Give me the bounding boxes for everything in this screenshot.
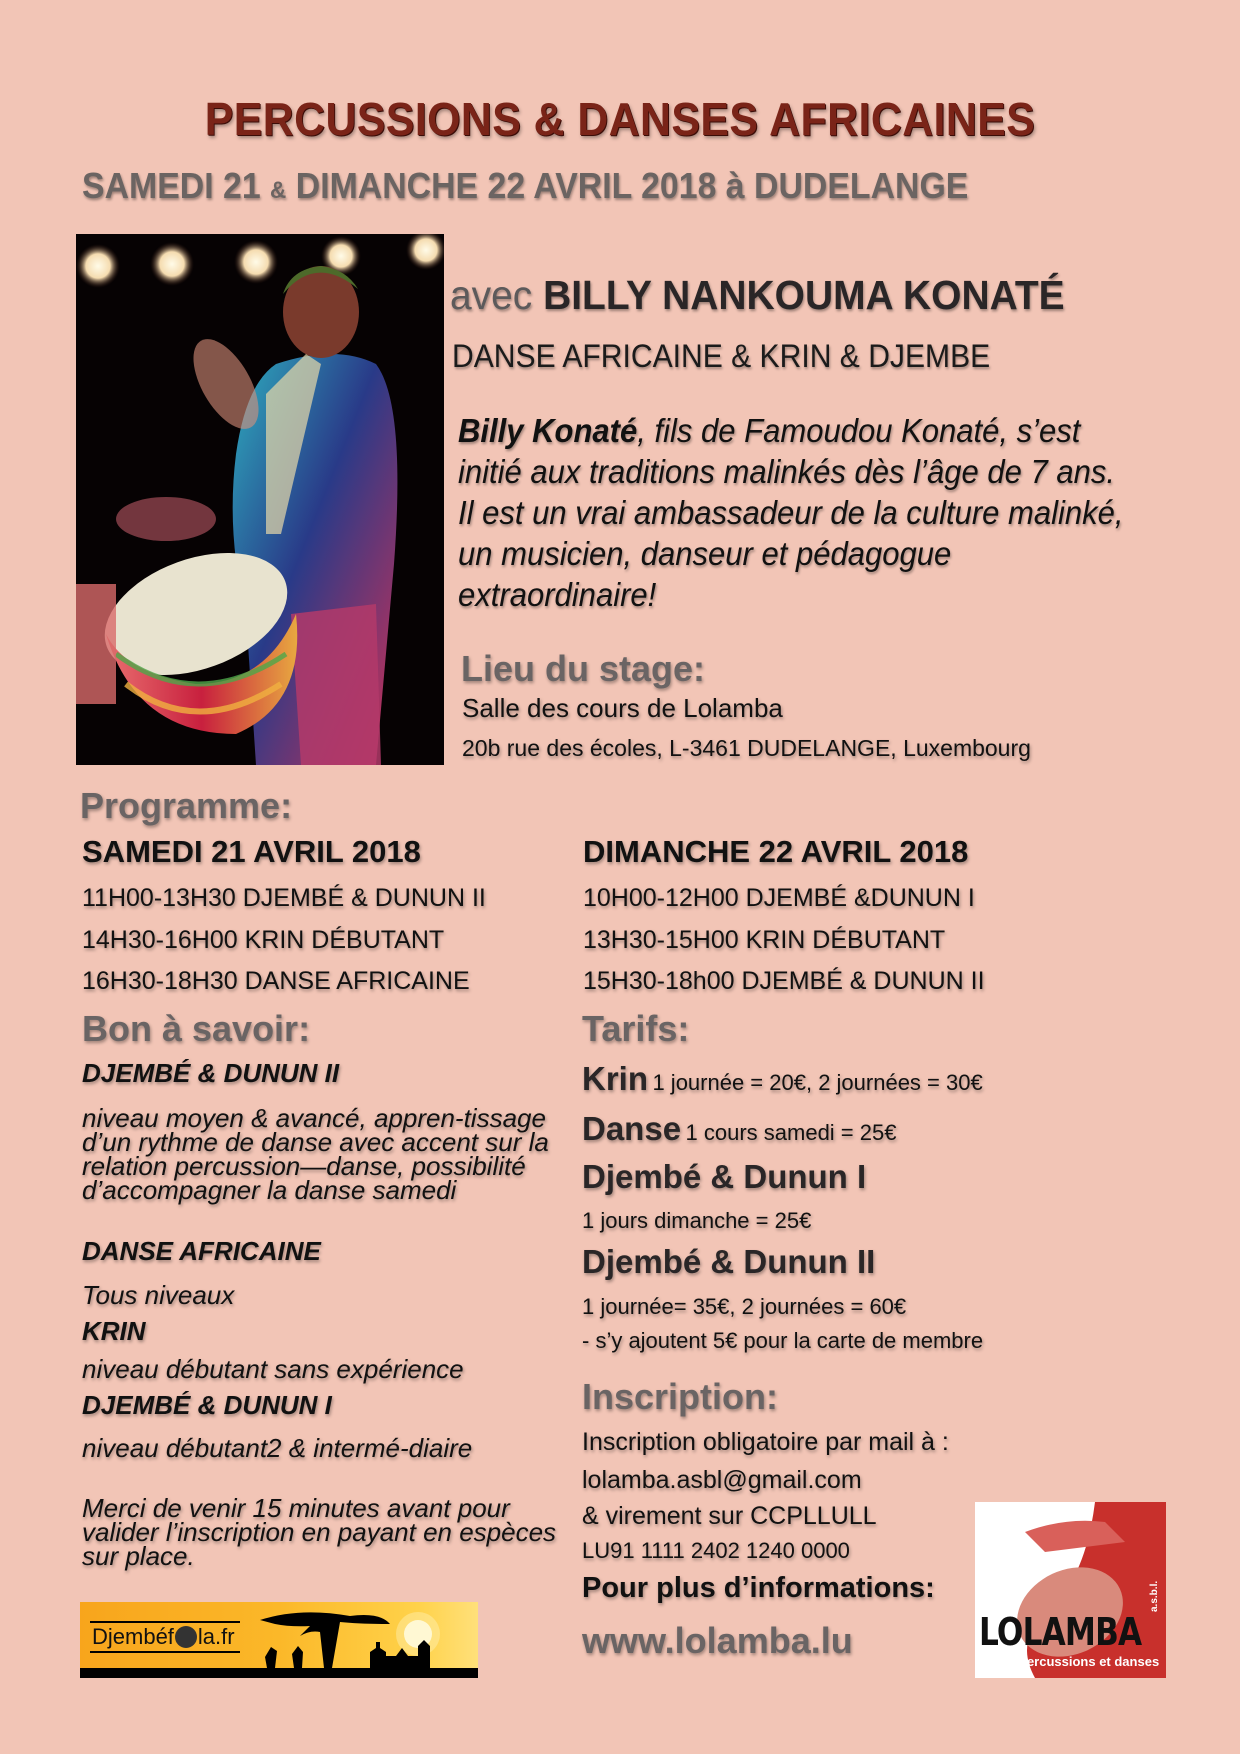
price-name: Djembé & Dunun II: [582, 1243, 876, 1280]
prices-heading: Tarifs:: [582, 1008, 690, 1049]
dates-part-1: SAMEDI 21: [82, 165, 271, 206]
registration-email[interactable]: lolamba.asbl@gmail.com: [582, 1466, 862, 1494]
saturday-slot: 11H00-13H30 DJEMBÉ & DUNUN II: [82, 884, 486, 912]
dates-ampersand: &: [270, 177, 287, 204]
price-value: 1 jours dimanche = 25€: [582, 1208, 812, 1233]
course-info-title: DJEMBÉ & DUNUN II: [82, 1058, 340, 1088]
price-value: 1 cours samedi = 25€: [685, 1120, 897, 1145]
djembefola-left: Djembéf: [92, 1624, 174, 1649]
price-krin: [582, 1060, 983, 1098]
sunday-slot: 10H00-12H00 DJEMBÉ &DUNUN I: [583, 884, 975, 912]
course-info-title: DANSE AFRICAINE: [82, 1236, 321, 1266]
programme-heading: Programme:: [80, 785, 293, 826]
course-info-title: KRIN: [82, 1316, 146, 1346]
dates-part-2: DIMANCHE 22 AVRIL 2018 à DUDELANGE: [286, 165, 969, 206]
disciplines: DANSE AFRICAINE & KRIN & DJEMBE: [452, 338, 991, 374]
arrival-note: Merci de venir 15 minutes avant pour valider l’inscription en payant en espèces sur place.: [82, 1493, 557, 1571]
price-name: Djembé & Dunun I: [582, 1158, 867, 1195]
sunday-slot: 13H30-15H00 KRIN DÉBUTANT: [583, 926, 946, 954]
event-dates: [82, 165, 968, 207]
more-info-label: Pour plus d’informations:: [582, 1572, 935, 1604]
venue-name: Salle des cours de Lolamba: [462, 693, 783, 723]
membership-fee: - s’y ajoutent 5€ pour la carte de membre: [582, 1328, 984, 1353]
artist-heading: [450, 272, 1065, 319]
price-value: 1 journée = 20€, 2 journées = 30€: [652, 1070, 983, 1095]
course-info-text: niveau débutant2 & intermé-diaire: [82, 1433, 473, 1463]
lolamba-logo[interactable]: [975, 1502, 1166, 1678]
lolamba-asbl: a.s.b.l.: [1149, 1580, 1160, 1612]
page-title: PERCUSSIONS & DANSES AFRICAINES: [204, 93, 1036, 145]
artist-bio: [458, 410, 1135, 615]
registration-heading: Inscription:: [582, 1376, 778, 1417]
good-to-know-heading: Bon à savoir:: [82, 1008, 311, 1049]
avec-label: avec: [450, 272, 544, 318]
djembefola-logo[interactable]: [80, 1602, 478, 1678]
registration-iban: LU91 1111 2402 1240 0000: [582, 1538, 850, 1563]
course-info-text: Tous niveaux: [82, 1280, 235, 1310]
sunday-heading: DIMANCHE 22 AVRIL 2018: [583, 834, 969, 869]
saturday-slot: 16H30-18H30 DANSE AFRICAINE: [82, 967, 470, 995]
registration-text: Inscription obligatoire par mail à :: [582, 1428, 949, 1456]
price-value: 1 journée= 35€, 2 journées = 60€: [582, 1294, 907, 1319]
price-name: Danse: [582, 1110, 682, 1147]
course-info-title: DJEMBÉ & DUNUN I: [82, 1390, 332, 1420]
saturday-slot: 14H30-16H00 KRIN DÉBUTANT: [82, 926, 445, 954]
registration-transfer: & virement sur CCPLLULL: [582, 1502, 877, 1530]
bio-text: , fils de Famoudou Konaté, s’est initié aux traditions malinkés dès l’âge de 7 ans. Il est un vrai ambassadeur de la culture malinké, un musicien, danseur et pédagogue extraordinaire!: [458, 412, 1124, 613]
lolamba-name: LOLAMBA: [979, 1610, 1142, 1654]
bio-name: Billy Konaté: [458, 412, 638, 449]
venue-address: 20b rue des écoles, L-3461 DUDELANGE, Luxembourg: [462, 735, 1031, 761]
djembefola-right: la.fr: [197, 1624, 235, 1649]
course-info-text: niveau débutant sans expérience: [82, 1354, 464, 1384]
drum-icon: [175, 1626, 197, 1648]
sunday-slot: 15H30-18h00 DJEMBÉ & DUNUN II: [583, 967, 985, 995]
website-link[interactable]: www.lolamba.lu: [582, 1620, 853, 1661]
artist-photo: [76, 234, 444, 765]
djembefola-text: [92, 1624, 235, 1650]
saturday-heading: SAMEDI 21 AVRIL 2018: [82, 834, 421, 869]
lolamba-tagline: percussions et danses: [1019, 1654, 1160, 1669]
artist-name: BILLY NANKOUMA KONATÉ: [543, 272, 1065, 318]
course-info-text: niveau moyen & avancé, appren-tissage d’un rythme de danse avec accent sur la relation percussion—danse, possibilité d’accompagner la danse samedi: [82, 1103, 549, 1205]
price-danse: [582, 1110, 896, 1148]
venue-heading: Lieu du stage:: [461, 648, 706, 689]
price-name: Krin: [582, 1060, 648, 1097]
